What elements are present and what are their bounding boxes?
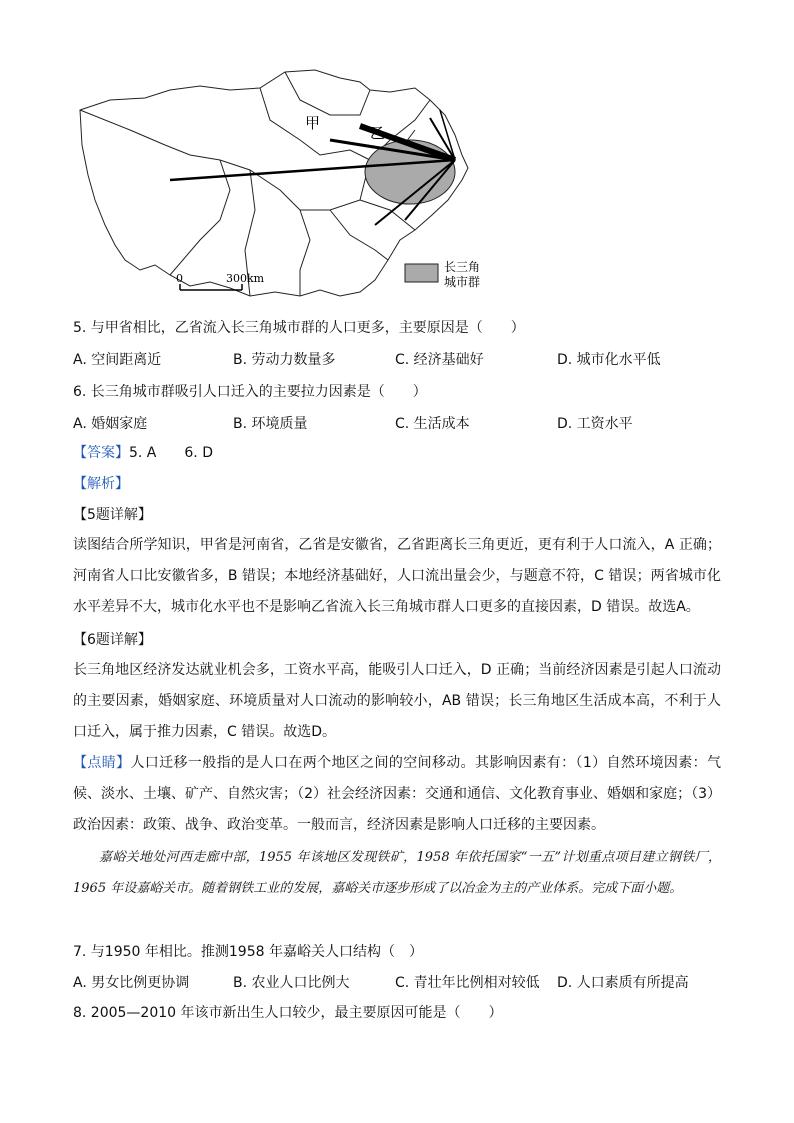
migration-map bbox=[70, 60, 490, 300]
legend-label-1: 长三角 bbox=[444, 260, 481, 274]
detail-6-title: 【6题详解】 bbox=[73, 632, 152, 648]
material-text: 嘉峪关地处河西走廊中部，1955 年该地区发现铁矿，1958 年依托国家“一五”计划重点项目建立钢铁厂，1965 年设嘉峪关市。随着钢铁工业的发展，嘉峪关市逐步形成了以冶金为主的产业体系。完成下面小题。 bbox=[73, 850, 721, 896]
tip-tag: 【点睛】 bbox=[73, 755, 131, 771]
q7-option-c: C. 青壮年比例相对较低 bbox=[395, 975, 540, 991]
q8-stem: 8. 2005—2010 年该市新出生人口较少，最主要原因可能是（ ） bbox=[73, 1005, 503, 1021]
legend-label-2: 城市群 bbox=[444, 275, 481, 289]
answer-line bbox=[73, 443, 213, 463]
q7-option-a: A. 男女比例更协调 bbox=[73, 975, 190, 991]
analysis-tag: 【解析】 bbox=[73, 476, 129, 492]
detail-5-body: 读图结合所学知识，甲省是河南省，乙省是安徽省，乙省距离长三角更近，更有利于人口流入，A 正确；河南省人口比安徽省多，B 错误；本地经济基础好，人口流出量会少，与题意不符，C 错误；两省城市化水平差异不大，城市化水平也不是影响乙省流入长三角城市群人口更多的直接因素，D 错误。故选A。 bbox=[73, 537, 721, 615]
detail-6-body: 长三角地区经济发达就业机会多，工资水平高，能吸引人口迁入，D 正确；当前经济因素是引起人口流动的主要因素，婚姻家庭、环境质量对人口流动的影响较小，AB 错误；长三角地区生活成本高，不利于人口迁入，属于推力因素，C 错误。故选D。 bbox=[73, 662, 721, 740]
q7-stem: 7. 与1950 年相比。推测1958 年嘉峪关人口结构（ ） bbox=[73, 944, 423, 960]
tip-body: 人口迁移一般指的是人口在两个地区之间的空间移动。其影响因素有：（1）自然环境因素：气候、淡水、土壤、矿产、自然灾害；（2）社会经济因素：交通和通信、文化教育事业、婚姻和家庭；（3）政治因素：政策、战争、政治变革。一般而言，经济因素是影响人口迁移的主要因素。 bbox=[73, 755, 722, 833]
q6-option-a: A. 婚姻家庭 bbox=[73, 416, 148, 432]
answer-text: 5. A 6. D bbox=[129, 445, 213, 461]
q7-option-b: B. 农业人口比例大 bbox=[233, 975, 350, 991]
q6-option-d: D. 工资水平 bbox=[557, 416, 633, 432]
scale-bar bbox=[176, 272, 265, 290]
label-jia: 甲 bbox=[305, 114, 321, 132]
tip-block bbox=[73, 748, 721, 841]
q6-option-b: B. 环境质量 bbox=[233, 416, 308, 432]
scale-zero: 0 bbox=[176, 272, 183, 285]
legend bbox=[405, 260, 480, 289]
q7-option-d: D. 人口素质有所提高 bbox=[557, 975, 689, 991]
q5-stem: 5. 与甲省相比，乙省流入长三角城市群的人口更多，主要原因是（ ） bbox=[73, 320, 525, 336]
scale-distance: 300km bbox=[226, 272, 265, 285]
answer-tag: 【答案】 bbox=[73, 445, 129, 461]
q5-option-d: D. 城市化水平低 bbox=[557, 352, 661, 368]
label-yi: 乙 bbox=[370, 124, 386, 142]
q5-option-c: C. 经济基础好 bbox=[395, 352, 484, 368]
detail-5-title: 【5题详解】 bbox=[73, 507, 152, 523]
q5-option-b: B. 劳动力数量多 bbox=[233, 352, 336, 368]
q6-option-c: C. 生活成本 bbox=[395, 416, 470, 432]
q5-option-a: A. 空间距离近 bbox=[73, 352, 162, 368]
q6-stem: 6. 长三角城市群吸引人口迁入的主要拉力因素是（ ） bbox=[73, 384, 427, 400]
